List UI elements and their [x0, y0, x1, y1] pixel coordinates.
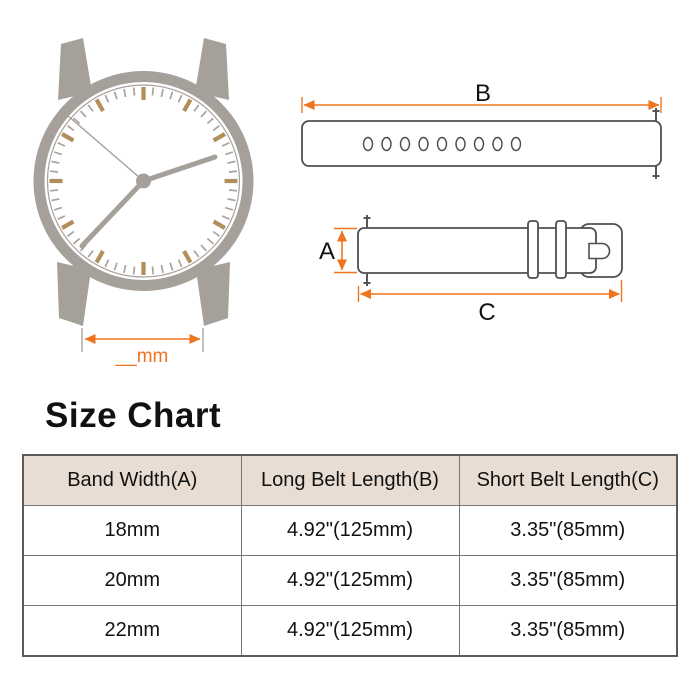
long-belt-diagram — [302, 80, 661, 179]
cell-short-belt: 3.35"(85mm) — [459, 506, 677, 556]
size-chart-title: Size Chart — [45, 396, 222, 435]
column-header-band-width: Band Width(A) — [23, 455, 241, 506]
dimension-c-label: C — [478, 299, 496, 326]
table-row — [23, 556, 677, 606]
minute-tick — [134, 88, 135, 96]
cell-long-belt: 4.92"(125mm) — [241, 506, 459, 556]
cell-band-width: 22mm — [23, 606, 241, 657]
dimension-b-label: B — [474, 80, 492, 107]
long-belt-strap — [302, 121, 661, 166]
minute-tick — [229, 190, 237, 191]
keeper-loop — [528, 221, 538, 278]
lug-width-label: __mm — [115, 346, 169, 367]
cell-long-belt: 4.92"(125mm) — [241, 606, 459, 657]
cell-short-belt: 3.35"(85mm) — [459, 556, 677, 606]
cell-band-width: 20mm — [23, 556, 241, 606]
size-chart-table — [22, 454, 678, 657]
minute-tick — [153, 88, 154, 96]
lug-width-dimension — [82, 328, 203, 367]
minute-tick — [50, 171, 58, 172]
cell-short-belt: 3.35"(85mm) — [459, 606, 677, 657]
long-belt-dimension-b — [302, 80, 661, 113]
column-header-short-belt: Short Belt Length(C) — [459, 455, 677, 506]
cell-long-belt: 4.92"(125mm) — [241, 556, 459, 606]
minute-tick — [50, 190, 58, 191]
short-belt-dimension-c — [359, 280, 622, 326]
size-chart-header-row — [23, 455, 677, 506]
table-row — [23, 606, 677, 657]
minute-tick — [153, 267, 154, 275]
column-header-long-belt: Long Belt Length(B) — [241, 455, 459, 506]
short-belt-diagram — [319, 215, 622, 326]
minute-tick — [229, 171, 237, 172]
hands-center-cap — [136, 174, 151, 189]
watch-illustration — [34, 38, 254, 367]
keeper-loop — [556, 221, 566, 278]
table-row — [23, 506, 677, 556]
minute-tick — [134, 267, 135, 275]
short-belt-dimension-a — [319, 229, 357, 273]
cell-band-width: 18mm — [23, 506, 241, 556]
buckle-prong — [589, 243, 610, 258]
dimension-a-label: A — [318, 238, 336, 265]
